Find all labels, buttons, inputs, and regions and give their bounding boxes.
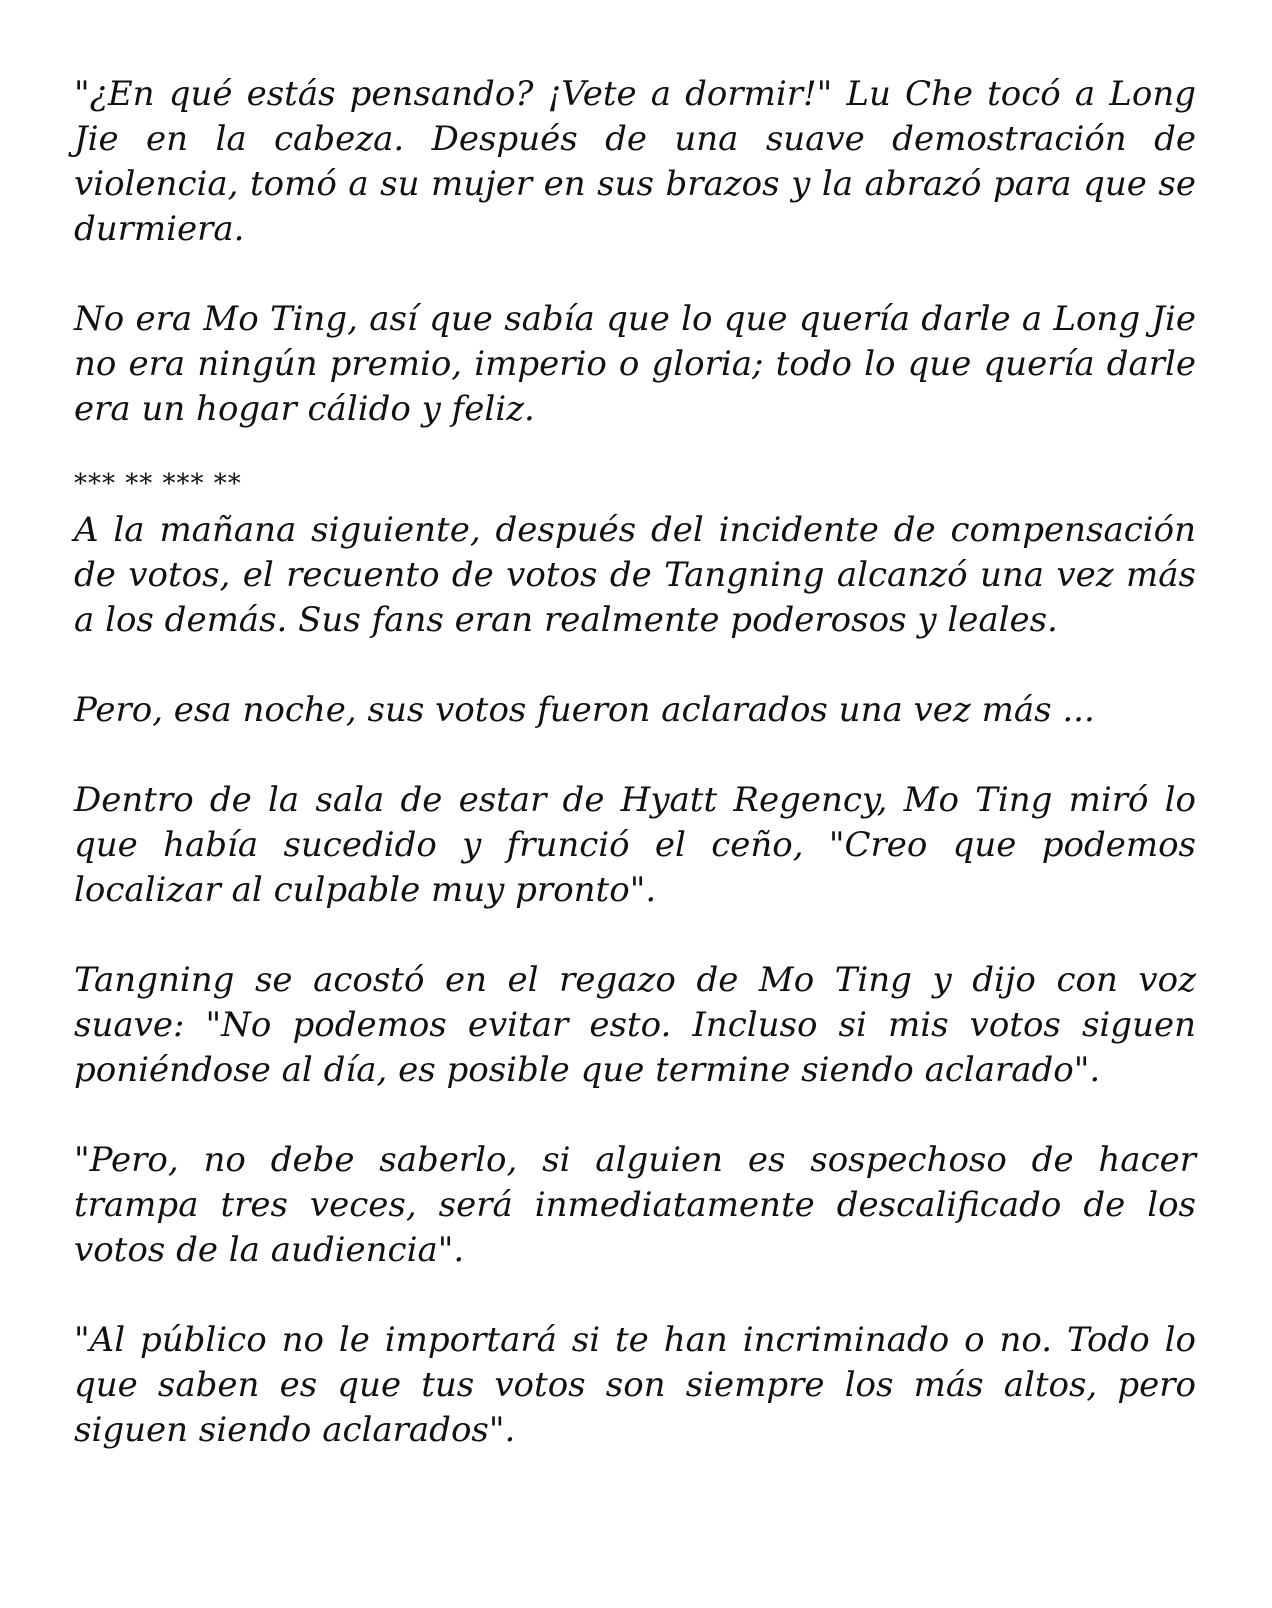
section-separator: *** ** *** ** (74, 469, 242, 499)
paragraph: Pero, esa noche, sus votos fueron aclarados una vez más ... (74, 690, 1095, 730)
paragraph: Tangning se acostó en el regazo de Mo Ting y dijo con voz suave: "No podemos evitar esto. Incluso si mis votos siguen poniéndose al día, es posible que termine siendo aclarado". (74, 960, 1196, 1090)
paragraph: A la mañana siguiente, después del incidente de compensación de votos, el recuento de votos de Tangning alcanzó una vez más a los demás. Sus fans eran realmente poderosos y leales. (74, 510, 1196, 640)
spacer (74, 432, 1196, 468)
paragraph: No era Mo Ting, así que sabía que lo que quería darle a Long Jie no era ningún premio, imperio o gloria; todo lo que quería darle era un hogar cálido y feliz. (74, 299, 1196, 429)
paragraph: Dentro de la sala de estar de Hyatt Regency, Mo Ting miró lo que había sucedido y frunció el ceño, "Creo que podemos localizar al culpable muy pronto". (74, 780, 1196, 910)
paragraph: "Al público no le importará si te han incriminado o no. Todo lo que saben es que tus votos son siempre los más altos, pero siguen siendo aclarados". (74, 1320, 1196, 1450)
paragraph: "¿En qué estás pensando? ¡Vete a dormir!" Lu Che tocó a Long Jie en la cabeza. Después de una suave demostración de violencia, tomó a su mujer en sus brazos y la abrazó para que se durmiera. (74, 74, 1196, 249)
paragraph: "Pero, no debe saberlo, si alguien es sospechoso de hacer trampa tres veces, será inmediatamente descalificado de los votos de la audiencia". (74, 1140, 1196, 1270)
document-page (74, 72, 1196, 1453)
